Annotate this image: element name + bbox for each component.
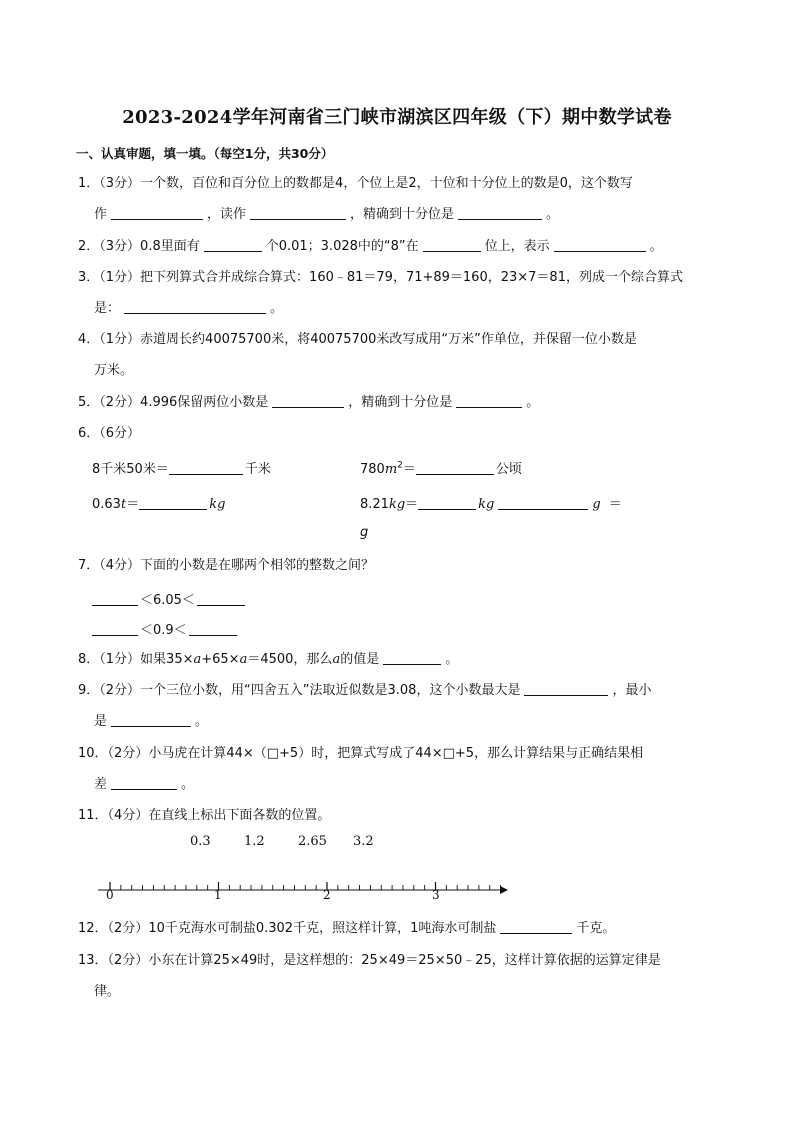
q6-r1r-unit-m: m xyxy=(384,462,398,477)
q7-row-2 xyxy=(92,619,237,638)
q6-r1r-eq: ＝ xyxy=(402,462,416,477)
q6-r2r-eq2: ＝ xyxy=(608,497,622,512)
q6-r1r-unit: 公顷 xyxy=(495,462,522,477)
q9-text-a: 9．（2分）一个三位小数，用“四舍五入”法取近似数是3.08，这个小数最大是 xyxy=(78,683,521,698)
q7-row-1 xyxy=(92,589,245,608)
q5-text-c: 。 xyxy=(526,395,540,410)
q9-text-d: 。 xyxy=(195,714,209,729)
q7-r2-blank-1[interactable] xyxy=(92,621,138,636)
q6-r2r-unit-g: g xyxy=(592,497,601,512)
q2-blank-3[interactable] xyxy=(554,237,646,252)
q6-r1r-num: 780 xyxy=(360,462,385,477)
question-1-line-1: 1．（3分）一个数，百位和百分位上的数都是4，个位上是2，十位和十分位上的数是0，这个数写 xyxy=(78,176,633,191)
q9-text-c: 是 xyxy=(94,714,108,729)
q1-text-c: ，精确到十分位是 xyxy=(350,207,455,222)
question-10-line-1: 10．（2分）小马虎在计算44×（□+5）时，把算式写成了44×□+5，那么计算结果与正确结果相 xyxy=(78,746,644,761)
question-12 xyxy=(78,919,728,939)
question-8 xyxy=(78,650,728,670)
q6-row2-right xyxy=(360,493,622,512)
q11-value-3: 2.65 xyxy=(298,834,327,849)
q11-value-1: 0.3 xyxy=(190,834,211,849)
q7-r2-blank-2[interactable] xyxy=(189,621,237,636)
q12-text-a: 12．（2分）10千克海水可制盐0.302千克，照这样计算，1吨海水可制盐 xyxy=(78,921,497,936)
q5-text-b: ，精确到十分位是 xyxy=(348,395,453,410)
page-title: 2023-2024学年河南省三门峡市湖滨区四年级（下）期中数学试卷 xyxy=(122,107,672,128)
question-13-line-1: 13．（2分）小东在计算25×49时，是这样想的：25×49＝25×50﹣25，这样计算依据的运算定律是 xyxy=(78,953,661,968)
question-13-line-2: 律。 xyxy=(94,984,121,999)
q11-value-4: 3.2 xyxy=(353,834,374,849)
q11-value-2: 1.2 xyxy=(244,834,265,849)
axis-label-0: 0 xyxy=(106,888,114,902)
q2-text-b: 个0.01；3.028中的“8”在 xyxy=(265,239,419,254)
q6-row1-left xyxy=(92,458,271,477)
q1-text-b: ，读作 xyxy=(207,207,247,222)
q6-r2l-eq: ＝ xyxy=(126,497,140,512)
q7-r2-text: ＜0.9＜ xyxy=(140,623,187,638)
q6-row3-unit-g: g xyxy=(360,525,369,540)
q10-text-b: 。 xyxy=(181,777,195,792)
q3-blank[interactable] xyxy=(124,299,266,314)
question-7-label: 7．（4分）下面的小数是在哪两个相邻的整数之间？ xyxy=(78,558,375,573)
q5-blank-2[interactable] xyxy=(456,393,522,408)
q7-r1-text: ＜6.05＜ xyxy=(140,593,195,608)
q8-var-1: a xyxy=(193,652,202,667)
q8-text-d: 的值是 xyxy=(340,652,380,667)
q6-r2r-blank-1[interactable] xyxy=(418,495,476,510)
number-line[interactable] xyxy=(96,874,516,914)
q6-r2l-num: 0.63 xyxy=(92,497,121,512)
q1-blank-write[interactable] xyxy=(111,205,203,220)
number-line-ticks xyxy=(110,882,501,890)
question-9-line-1 xyxy=(78,681,728,701)
axis-label-3: 3 xyxy=(432,888,440,902)
q3-text-a: 是： xyxy=(94,301,121,316)
number-line-arrow xyxy=(500,886,508,894)
question-1-line-2 xyxy=(94,205,744,225)
q7-r1-blank-1[interactable] xyxy=(92,591,138,606)
question-10-line-2 xyxy=(94,775,744,795)
q6-row2-left xyxy=(92,493,225,512)
q6-r2r-num: 8.21 xyxy=(360,497,389,512)
question-9-line-2 xyxy=(94,712,744,732)
q5-blank-1[interactable] xyxy=(272,393,344,408)
q10-blank[interactable] xyxy=(111,775,177,790)
q8-text-c: ＝4500，那么 xyxy=(247,652,333,667)
q9-blank-1[interactable] xyxy=(524,681,608,696)
axis-label-2: 2 xyxy=(323,888,331,902)
q1-text-d: 。 xyxy=(546,207,560,222)
question-3-line-2 xyxy=(94,299,744,319)
question-4-line-1: 4．（1分）赤道周长约40075700米，将40075700米改写成用“万米”作单位，并保留一位小数是 xyxy=(78,332,637,347)
q6-row1-right xyxy=(360,458,522,477)
q2-text-d: 。 xyxy=(649,239,663,254)
q8-text-b: +65× xyxy=(201,652,240,667)
q6-r2r-blank-2[interactable] xyxy=(498,495,588,510)
question-6-label: 6．（6分） xyxy=(78,426,141,441)
q6-r1l-text-a: 8千米50米＝ xyxy=(92,462,169,477)
q9-text-b: ，最小 xyxy=(612,683,652,698)
q10-text-a: 差 xyxy=(94,777,108,792)
q8-var-3: a xyxy=(332,652,341,667)
q8-text-a: 8．（1分）如果35× xyxy=(78,652,194,667)
q1-blank-round[interactable] xyxy=(458,205,542,220)
q6-r2r-eq: ＝ xyxy=(405,497,419,512)
q2-text-a: 2．（3分）0.8里面有 xyxy=(78,239,200,254)
q3-text-b: 。 xyxy=(270,301,284,316)
q8-blank[interactable] xyxy=(383,650,441,665)
q1-blank-read[interactable] xyxy=(250,205,346,220)
section-heading: 一、认真审题，填一填。（每空1分，共30分） xyxy=(76,146,334,161)
question-5 xyxy=(78,393,728,413)
q6-r2r-unit-kg2: kg xyxy=(478,497,495,512)
axis-label-1: 1 xyxy=(214,888,222,902)
q6-r1l-unit: 千米 xyxy=(244,462,271,477)
q5-text-a: 5．（2分）4.996保留两位小数是 xyxy=(78,395,269,410)
q8-text-e: 。 xyxy=(445,652,459,667)
q1-text-a: 作 xyxy=(94,207,108,222)
q12-text-b: 千克。 xyxy=(576,921,616,936)
q9-blank-2[interactable] xyxy=(111,712,191,727)
q12-blank[interactable] xyxy=(500,919,572,934)
q6-r2r-unit-kg1: kg xyxy=(388,497,406,512)
q7-r1-blank-2[interactable] xyxy=(197,591,245,606)
q6-r1r-sup: 2 xyxy=(397,460,403,471)
question-4-line-2: 万米。 xyxy=(94,363,134,378)
q6-r2l-unit-kg: kg xyxy=(209,497,226,512)
question-2 xyxy=(78,237,728,257)
q2-blank-2[interactable] xyxy=(423,237,481,252)
q2-text-c: 位上，表示 xyxy=(484,239,550,254)
question-11-label: 11．（4分）在直线上标出下面各数的位置。 xyxy=(78,808,331,823)
q6-r1l-blank[interactable] xyxy=(169,460,243,475)
q6-r1r-blank[interactable] xyxy=(416,460,494,475)
question-3-line-1: 3．（1分）把下列算式合并成综合算式：160﹣81＝79，71+89＝160，23×7＝81，列成一个综合算式 xyxy=(78,270,683,285)
q6-r2l-blank[interactable] xyxy=(139,495,207,510)
q6-r2l-unit-t: t xyxy=(120,497,127,512)
q2-blank-1[interactable] xyxy=(204,237,262,252)
q8-var-2: a xyxy=(239,652,248,667)
